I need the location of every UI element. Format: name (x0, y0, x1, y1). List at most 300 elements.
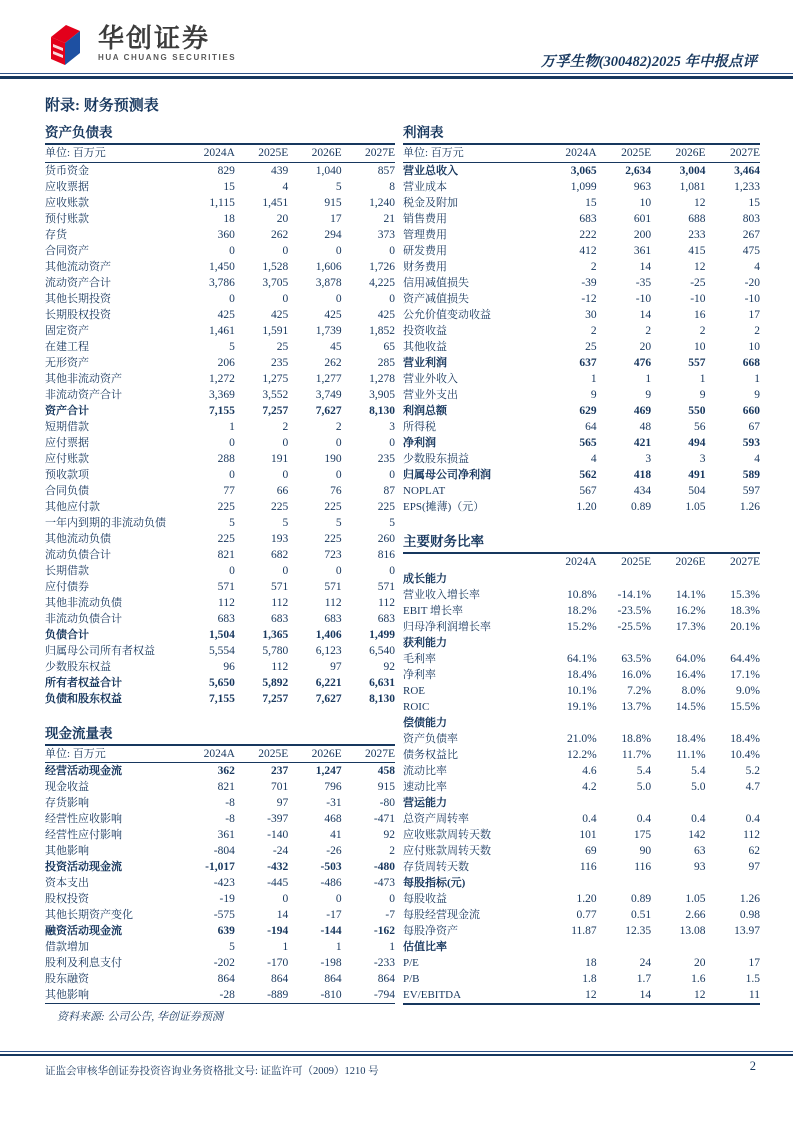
cell-value: 2 (699, 324, 706, 337)
cell-value: 6,123 (315, 644, 342, 657)
cell-value: -198 (320, 957, 342, 969)
cell-value: 19.1% (566, 700, 597, 713)
cell-value: 1 (590, 372, 597, 385)
cell-value: 0 (389, 292, 395, 305)
cell-value: -17 (326, 909, 342, 921)
cell-value (651, 939, 705, 955)
table-row (403, 635, 760, 651)
cell-value: 260 (377, 532, 395, 545)
cell-value: 96 (223, 660, 235, 673)
cell-value: 3,878 (315, 276, 342, 289)
table-row (45, 211, 395, 227)
cell-value: 425 (271, 308, 289, 321)
row-label: 经营性应收影响 (45, 813, 122, 825)
row-label: 股利及利息支付 (45, 957, 122, 969)
cell-value: 1.20 (576, 500, 597, 513)
table-row (45, 907, 395, 923)
cell-value: 1,739 (315, 324, 342, 337)
cell-value: 494 (688, 436, 706, 449)
table-row (45, 531, 395, 547)
cell-value: 20 (639, 340, 652, 353)
row-label: 经营性应付影响 (45, 829, 122, 841)
table-header-row (45, 145, 395, 162)
row-label: 投资收益 (403, 324, 447, 337)
cell-value: -1,017 (205, 861, 235, 873)
cell-value: 5 (229, 340, 235, 353)
cell-value: 4 (754, 452, 760, 465)
cell-value: 5 (335, 180, 342, 193)
cell-value: 235 (377, 452, 395, 465)
table-row (45, 162, 395, 179)
cell-value (597, 875, 651, 891)
table-row (45, 483, 395, 499)
cell-value: 16 (694, 308, 706, 321)
cell-value: 63.5% (621, 652, 652, 665)
table-row (45, 259, 395, 275)
cell-value: 5.4 (691, 764, 706, 777)
cell-value: 3 (699, 452, 706, 465)
row-label: 投资活动现金流 (45, 861, 122, 873)
cell-value: 8 (389, 180, 395, 193)
cell-value: 0 (229, 468, 235, 481)
table-row (45, 579, 395, 595)
cell-value: 1,115 (209, 196, 235, 209)
table-row (45, 939, 395, 955)
cell-value (706, 875, 760, 891)
cell-value: 63 (694, 844, 706, 857)
table-row (45, 499, 395, 515)
cell-value: 5,892 (262, 676, 289, 689)
row-label: 每股指标(元) (403, 876, 466, 889)
cell-value: 7,257 (262, 692, 289, 705)
cell-value: 1 (699, 372, 706, 385)
balance-sheet-table (45, 145, 395, 707)
cell-value: 87 (383, 484, 395, 497)
row-label: 非流动负债合计 (45, 612, 122, 625)
cell-value: 3,065 (570, 164, 597, 177)
cell-value: 17.3% (675, 620, 706, 633)
row-label: EV/EBITDA (403, 988, 462, 1001)
table-row (45, 547, 395, 563)
cell-value: 10.1% (566, 684, 597, 697)
cell-value: 4.6 (582, 764, 597, 777)
row-label: 研发费用 (403, 244, 447, 257)
cell-value: 225 (271, 500, 289, 513)
cell-value: 15.5% (730, 700, 760, 713)
row-label: 归母净利润增长率 (403, 620, 491, 633)
year-header: 2027E (706, 145, 760, 162)
cell-value: -471 (373, 813, 395, 825)
cell-value: 864 (271, 973, 289, 985)
cell-value: 16.0% (621, 668, 652, 681)
cell-value: 629 (579, 404, 597, 417)
cell-value: -25 (690, 276, 706, 289)
table-row (45, 371, 395, 387)
table-row (45, 323, 395, 339)
cell-value: 360 (217, 228, 235, 241)
cell-value: 48 (639, 420, 652, 433)
cell-value: 504 (688, 484, 706, 497)
table-row (45, 403, 395, 419)
row-label: 每股净资产 (403, 924, 458, 937)
cell-value: 190 (324, 452, 342, 465)
table-header-row (403, 145, 760, 162)
table-row (403, 955, 760, 971)
cell-value: 829 (217, 164, 235, 177)
cell-value: 0 (229, 292, 235, 305)
cell-value: 418 (633, 468, 652, 481)
cell-value: 589 (742, 468, 760, 481)
cell-value (542, 795, 596, 811)
cell-value: 1,726 (369, 260, 395, 273)
cell-value: 24 (639, 956, 652, 969)
cell-value: -170 (267, 957, 289, 969)
row-label: 其他非流动负债 (45, 596, 122, 609)
row-label: 借款增加 (45, 941, 89, 953)
cell-value: 14 (276, 909, 289, 921)
cell-value: 412 (579, 244, 597, 257)
row-label: 获利能力 (403, 636, 447, 649)
row-label: 在建工程 (45, 340, 89, 353)
cell-value: -23.5% (617, 604, 652, 617)
cashflow-table (45, 746, 395, 1005)
cell-value: 41 (330, 829, 342, 841)
cell-value: -20 (744, 276, 760, 289)
row-label: 短期借款 (45, 420, 89, 433)
cell-value: -10 (690, 292, 706, 305)
cell-value: 0 (389, 244, 395, 257)
table-row (403, 451, 760, 467)
cell-value: 193 (271, 532, 289, 545)
cell-value: 92 (383, 829, 395, 841)
cell-value: 0.4 (691, 812, 706, 825)
cell-value: 9 (699, 388, 706, 401)
cell-value: -24 (272, 845, 289, 857)
table-row (403, 435, 760, 451)
cell-value: 637 (579, 356, 597, 369)
table-row (45, 779, 395, 795)
cell-value: 222 (579, 228, 597, 241)
row-label: 非流动资产合计 (45, 388, 122, 401)
table-row (45, 795, 395, 811)
row-label: 成长能力 (403, 572, 447, 585)
row-label: 营业外支出 (403, 388, 458, 401)
table-row (45, 643, 395, 659)
cell-value: 14 (639, 988, 652, 1001)
row-label: 营业收入增长率 (403, 588, 480, 601)
row-label: 长期借款 (45, 564, 89, 577)
right-column (403, 124, 760, 1024)
cell-value: -503 (320, 861, 342, 873)
cell-value (706, 571, 760, 587)
cell-value: 3,369 (209, 388, 235, 401)
cell-value (597, 571, 651, 587)
cell-value: 8.0% (681, 684, 706, 697)
cell-value: 4,225 (369, 276, 395, 289)
table-row (403, 355, 760, 371)
row-label: 股权投资 (45, 893, 89, 905)
cell-value: 0.98 (739, 908, 760, 921)
row-label: 估值比率 (403, 940, 447, 953)
cell-value: 683 (324, 612, 342, 625)
row-label: 公允价值变动收益 (403, 308, 491, 321)
table-row (403, 907, 760, 923)
cell-value: 5,780 (262, 644, 289, 657)
year-header: 2026E (288, 746, 341, 763)
year-header: 2025E (597, 145, 651, 162)
row-label: 其他收益 (403, 340, 447, 353)
cell-value: 6,631 (369, 676, 395, 689)
cell-value: 294 (324, 228, 342, 241)
table-row (45, 467, 395, 483)
table-row (45, 419, 395, 435)
row-label: NOPLAT (403, 484, 446, 497)
row-label: 资产负债率 (403, 732, 458, 745)
cell-value: 5.0 (691, 780, 706, 793)
cell-value: -397 (267, 813, 289, 825)
cell-value: 683 (217, 612, 235, 625)
cell-value: -39 (581, 276, 597, 289)
cell-value: 7,257 (262, 404, 289, 417)
cell-value: 1 (282, 941, 289, 953)
cell-value: 77 (223, 484, 235, 497)
table-row (45, 595, 395, 611)
cell-value: 458 (377, 765, 395, 777)
table-row (45, 435, 395, 451)
cell-value: 683 (579, 212, 597, 225)
table-row (45, 563, 395, 579)
cell-value: 288 (217, 452, 235, 465)
cell-value: 683 (377, 612, 395, 625)
table-row (403, 403, 760, 419)
cell-value: 1,591 (262, 324, 289, 337)
cell-value: 688 (688, 212, 706, 225)
table-row (45, 243, 395, 259)
cell-value: 10.4% (730, 748, 760, 761)
cell-value: 17 (748, 956, 760, 969)
cell-value: 0 (389, 436, 395, 449)
table-row (403, 275, 760, 291)
row-label: 合同负债 (45, 484, 89, 497)
cell-value: 4.2 (582, 780, 597, 793)
row-label: 股东融资 (45, 973, 89, 985)
table-row (403, 683, 760, 699)
year-header: 2024A (182, 746, 235, 763)
cell-value (597, 939, 651, 955)
cell-value: 0 (282, 468, 289, 481)
cell-value: 0 (282, 893, 289, 905)
cell-value: 7,155 (209, 692, 235, 705)
cell-value: 4 (590, 452, 597, 465)
brand-logo (44, 20, 236, 66)
cell-value: 1.5 (745, 972, 760, 985)
year-header: 2024A (542, 145, 596, 162)
cell-value: 5.2 (745, 764, 760, 777)
row-label: 所得税 (403, 420, 436, 433)
cell-value: 0 (229, 244, 235, 257)
cell-value: -810 (320, 989, 342, 1001)
cell-value: 200 (633, 228, 652, 241)
table-row (403, 339, 760, 355)
cell-value: 3,464 (734, 164, 760, 177)
cell-value: 112 (218, 596, 235, 609)
cell-value: 1 (389, 941, 395, 953)
cell-value: 864 (217, 973, 235, 985)
income-statement-title: 利润表 (403, 124, 760, 145)
row-label: 信用减值损失 (403, 276, 469, 289)
cell-value: 0 (389, 564, 395, 577)
table-row (403, 467, 760, 483)
cell-value: 2 (590, 324, 597, 337)
cell-value: 12 (694, 196, 706, 209)
cell-value: 67 (748, 420, 760, 433)
cell-value: 13.08 (679, 924, 706, 937)
cell-value: 0 (335, 564, 342, 577)
row-label: 应付账款 (45, 452, 89, 465)
cell-value: 112 (378, 596, 395, 609)
table-row (45, 827, 395, 843)
cell-value: -26 (326, 845, 342, 857)
year-header: 2027E (342, 145, 395, 162)
year-header: 2027E (342, 746, 395, 763)
content-area (45, 124, 760, 1024)
row-label: 无形资产 (45, 356, 89, 369)
cell-value: -14.1% (617, 588, 652, 601)
huachuang-logo-icon (44, 20, 90, 66)
row-label: 应收账款周转天数 (403, 828, 491, 841)
row-label: 流动比率 (403, 764, 447, 777)
table-row (403, 779, 760, 795)
left-column (45, 124, 395, 1024)
cell-value: 14.5% (675, 700, 706, 713)
table-row (45, 179, 395, 195)
cell-value: 116 (634, 860, 652, 873)
cell-value: 3,004 (679, 164, 706, 177)
row-label: ROE (403, 684, 425, 697)
cell-value: 11 (748, 988, 760, 1001)
cell-value: 11.1% (676, 748, 706, 761)
cell-value: 267 (742, 228, 760, 241)
year-header: 2027E (729, 556, 760, 568)
row-label: 税金及附加 (403, 196, 458, 209)
cell-value: 18.4% (566, 668, 597, 681)
table-row (45, 275, 395, 291)
cell-value: 571 (377, 580, 395, 593)
cell-value: -28 (219, 989, 235, 1001)
page-title: 附录: 财务预测表 (45, 98, 159, 114)
unit-label: 单位: 百万元 (45, 145, 182, 162)
cell-value: 12 (585, 988, 597, 1001)
cell-value: -575 (213, 909, 235, 921)
cell-value: -10 (744, 292, 760, 305)
cell-value: 1,406 (315, 628, 342, 641)
table-row (45, 691, 395, 707)
row-label: 偿债能力 (403, 716, 447, 729)
cell-value: 1.05 (685, 892, 706, 905)
cell-value: 235 (271, 356, 289, 369)
cell-value: 660 (742, 404, 760, 417)
cell-value (597, 795, 651, 811)
cell-value: 8,130 (369, 692, 395, 705)
cell-value: 361 (217, 829, 235, 841)
cell-value: 571 (271, 580, 289, 593)
cell-value: 65 (383, 340, 395, 353)
cell-value: 0 (335, 468, 342, 481)
footer-divider (0, 1051, 793, 1056)
cell-value: 6,540 (369, 644, 395, 657)
cell-value: 112 (271, 596, 289, 609)
cell-value: 7.2% (627, 684, 652, 697)
table-row (45, 355, 395, 371)
cell-value: 796 (324, 781, 342, 793)
cell-value: 0 (282, 244, 289, 257)
cell-value: 15.3% (730, 588, 760, 601)
cell-value: 225 (217, 500, 235, 513)
cell-value: 10.8% (566, 588, 597, 601)
cell-value: 821 (217, 548, 235, 561)
row-label: 应付票据 (45, 436, 89, 449)
row-label: 货币资金 (45, 164, 89, 177)
table-row (403, 483, 760, 499)
table-row (403, 259, 760, 275)
row-label: 负债合计 (45, 628, 89, 641)
year-header: 2024A (182, 145, 235, 162)
cell-value (651, 571, 705, 587)
row-label: 一年内到期的非流动负债 (45, 516, 166, 529)
row-label: 其他长期投资 (45, 292, 111, 305)
cell-value: 0.4 (636, 812, 652, 825)
cell-value: 864 (324, 973, 342, 985)
table-row (403, 195, 760, 211)
table-row (403, 827, 760, 843)
row-label: 预付账款 (45, 212, 89, 225)
cell-value: -140 (267, 829, 289, 841)
cell-value: 5 (335, 516, 342, 529)
cell-value: 93 (694, 860, 706, 873)
row-label: 其他影响 (45, 845, 89, 857)
cell-value: 1,040 (315, 164, 342, 177)
table-header-row (403, 554, 760, 571)
table-row (403, 971, 760, 987)
cell-value: 12.2% (566, 748, 597, 761)
row-label: 经营活动现金流 (45, 765, 122, 777)
cell-value (706, 939, 760, 955)
cell-value: -202 (213, 957, 235, 969)
cell-value: 25 (585, 340, 597, 353)
cell-value: 56 (694, 420, 706, 433)
cell-value: 0 (389, 893, 395, 905)
table-row (403, 387, 760, 403)
table-row (45, 675, 395, 691)
cell-value: 915 (377, 781, 395, 793)
table-row (45, 307, 395, 323)
cell-value: 5.0 (636, 780, 652, 793)
row-label: P/B (403, 972, 420, 985)
cell-value (542, 875, 596, 891)
balance-sheet-title: 资产负债表 (45, 124, 395, 145)
row-label: 存货影响 (45, 797, 89, 809)
cell-value (651, 795, 705, 811)
cell-value: 18.3% (730, 604, 760, 617)
brand-name: 华创证券 (98, 23, 211, 53)
table-row (45, 955, 395, 971)
cell-value: 116 (579, 860, 597, 873)
table-row (403, 987, 760, 1004)
cell-value: -144 (320, 925, 342, 937)
cell-value: 469 (633, 404, 652, 417)
footer-license-text: 证监会审核华创证券投资咨询业务资格批文号: 证监许可（2009）1210 号 (45, 1066, 379, 1077)
income-statement-table (403, 145, 760, 515)
